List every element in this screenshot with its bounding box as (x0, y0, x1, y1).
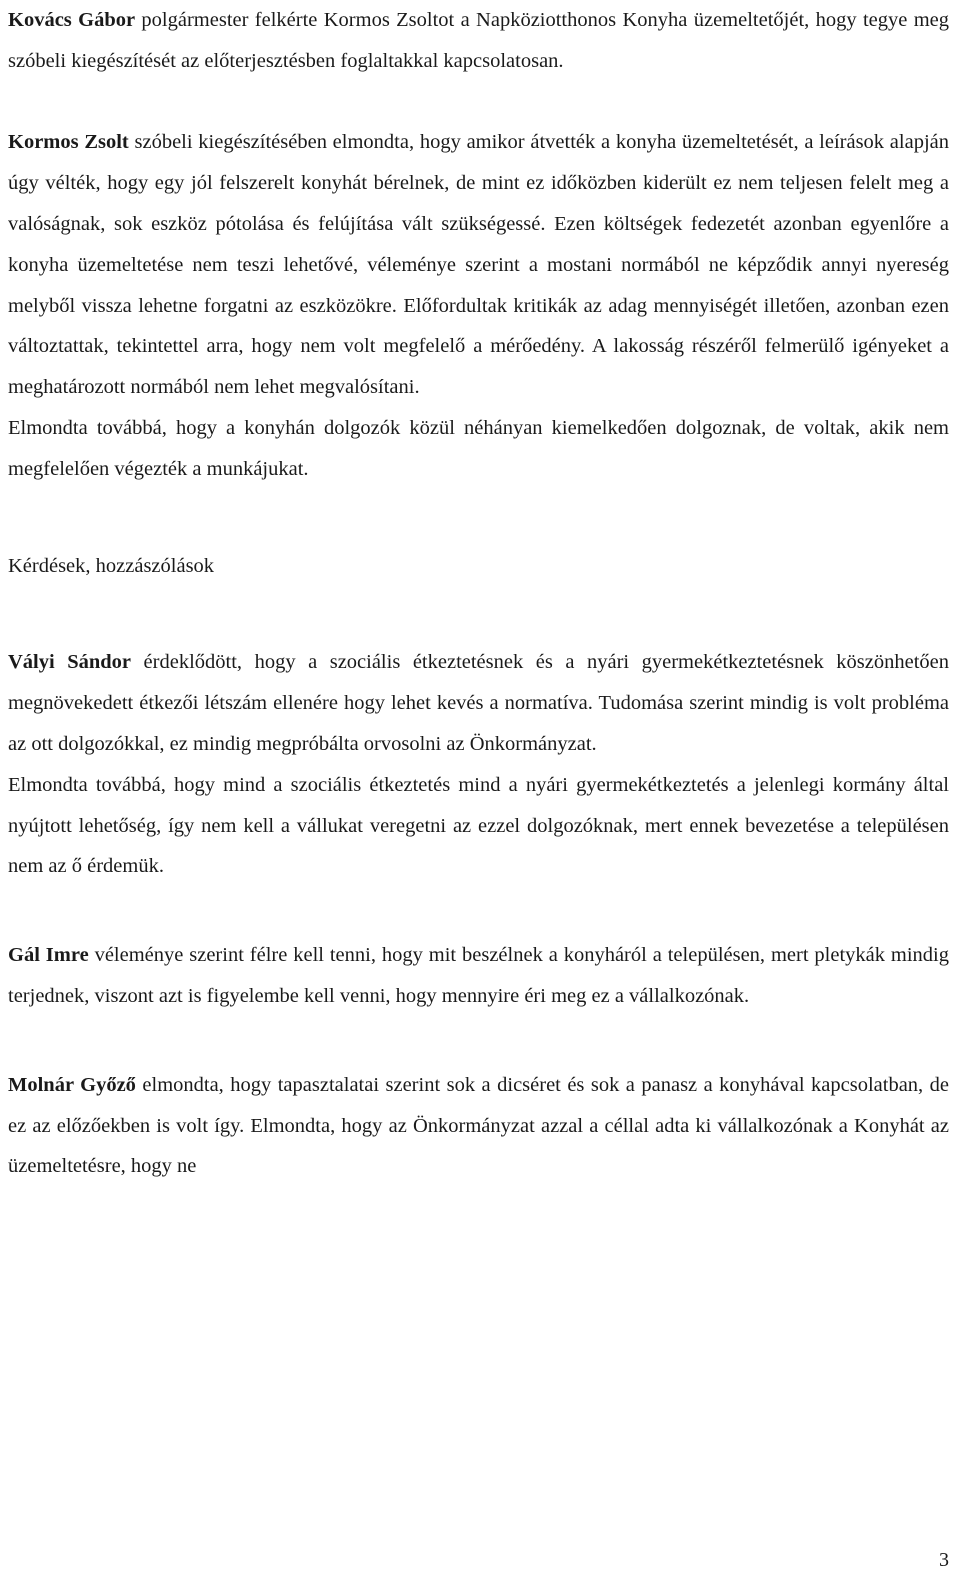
paragraph-spacer (8, 490, 949, 546)
section-heading: Kérdések, hozzászólások (8, 554, 215, 577)
paragraph-spacer (8, 1017, 949, 1065)
speaker-name: Kovács Gábor (8, 9, 136, 31)
speaker-name: Gál Imre (8, 944, 89, 967)
paragraph-molnar-gyozo (8, 1065, 949, 1187)
paragraph-text: véleménye szerint félre kell tenni, hogy mit beszélnek a konyháról a településen, mert pletykák mindig terjednek, viszont azt is figyelembe kell venni, hogy mennyire éri meg ez a vállalkozónak. (8, 944, 949, 1007)
paragraph-text: Elmondta továbbá, hogy a konyhán dolgozók közül néhányan kiemelkedően dolgoznak, de voltak, akik nem megfelelően végezték a munkájukat. (8, 416, 949, 480)
paragraph-spacer (8, 82, 949, 123)
paragraph-text: Elmondta továbbá, hogy mind a szociális étkeztetés mind a nyári gyermekétkeztetés a jelenlegi kormány által nyújtott lehetőség, így nem kell a vállukat veregetni az ezzel dolgozóknak, mert ennek bevezetése a településen nem az ő érdemük. (8, 773, 949, 878)
paragraph-kormos-continued (8, 408, 949, 490)
speaker-name: Molnár Győző (8, 1073, 136, 1096)
paragraph-valyi-continued (8, 765, 949, 887)
paragraph-valyi-sandor (8, 642, 949, 764)
paragraph-kovacs-gabor (8, 0, 949, 82)
paragraph-kormos-zsolt (8, 122, 949, 408)
speaker-name: Kormos Zsolt (8, 131, 129, 154)
paragraph-text: polgármester felkérte Kormos Zsoltot a Napköziotthonos Konyha üzemeltetőjét, hogy tegye meg szóbeli kiegészítését az előterjesztésben foglaltakkal kapcsolatosan. (8, 9, 950, 72)
document-page (8, 0, 949, 1187)
paragraph-text: érdeklődött, hogy a szociális étkeztetésnek és a nyári gyermekétkeztetésnek köszönhetően megnövekedett étkezői létszám ellenére hogy lehet kevés a normatíva. Tudomása szerint mindig is volt probléma az ott dolgozókkal, ez mindig megpróbálta orvosolni az Önkormányzat. (8, 651, 949, 755)
paragraph-spacer (8, 887, 949, 935)
paragraph-gal-imre (8, 935, 949, 1017)
page-number: 3 (939, 1549, 949, 1571)
speaker-name: Vályi Sándor (8, 651, 132, 674)
paragraph-text: elmondta, hogy tapasztalatai szerint sok a dicséret és sok a panasz a konyhával kapcsolatban, de ez az előzőekben is volt így. Elmondta, hogy az Önkormányzat azzal a céllal adta ki vállalkozónak a Konyhát az üzemeltetésre, hogy ne (8, 1073, 949, 1178)
paragraph-spacer (8, 586, 949, 642)
paragraph-text: szóbeli kiegészítésében elmondta, hogy amikor átvették a konyha üzemeltetését, a leírások alapján úgy vélték, hogy egy jól felszerelt konyhát bérelnek, de mint ez időközben kiderült ez nem teljesen felelt meg a valóságnak, sok eszköz pótolása és felújítása vált szükségessé. Ezen költségek fedezetét azonban egyenlőre a konyha üzemeltetése nem teszi lehetővé, véleménye szerint a mostani normából ne képződik annyi nyereség melyből vissza lehetne forgatni az eszközökre. Előfordultak kritikák az adag mennyiségét illetően, azonban ezen változtattak, tekintettel arra, hogy nem volt megfelelő a mérőedény. A lakosság részéről felmerülő igényeket a meghatározott normából nem lehet megvalósítani. (8, 131, 949, 399)
